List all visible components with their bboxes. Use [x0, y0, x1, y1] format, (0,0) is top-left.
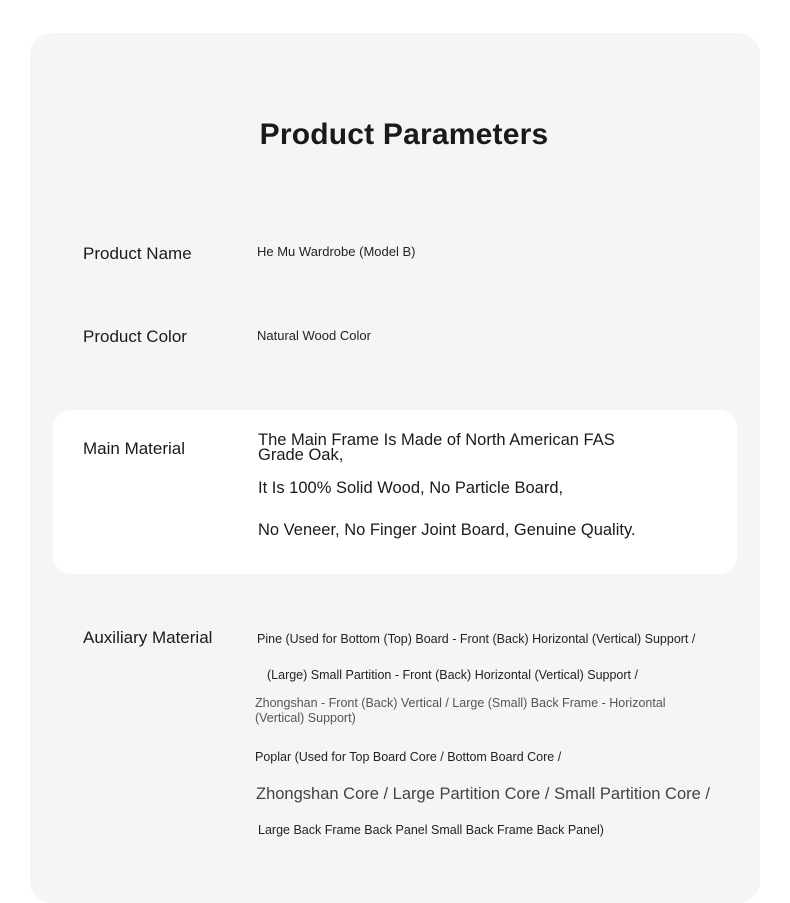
product-name-value: He Mu Wardrobe (Model B)	[257, 244, 416, 259]
auxiliary-material-label: Auxiliary Material	[83, 628, 213, 647]
auxiliary-material-line: Zhongshan - Front (Back) Vertical / Large (Small) Back Frame - Horizontal	[255, 696, 666, 710]
product-name-label: Product Name	[83, 244, 192, 263]
auxiliary-material-line: Large Back Frame Back Panel Small Back Frame Back Panel)	[258, 823, 604, 837]
main-material-line: Grade Oak,	[258, 446, 344, 464]
page-title: Product Parameters	[259, 118, 549, 151]
main-material-line: The Main Frame Is Made of North American FAS	[258, 431, 615, 449]
auxiliary-material-line: (Vertical) Support)	[255, 711, 356, 725]
auxiliary-material-line: (Large) Small Partition - Front (Back) Horizontal (Vertical) Support /	[267, 668, 638, 682]
auxiliary-material-line: Pine (Used for Bottom (Top) Board - Front (Back) Horizontal (Vertical) Support /	[257, 632, 696, 646]
auxiliary-material-line: Poplar (Used for Top Board Core / Bottom Board Core /	[255, 750, 562, 764]
main-material-line: It Is 100% Solid Wood, No Particle Board,	[258, 479, 564, 497]
product-color-label: Product Color	[83, 327, 187, 346]
product-color-value: Natural Wood Color	[257, 328, 371, 343]
auxiliary-material-line: Zhongshan Core / Large Partition Core / Small Partition Core /	[256, 785, 710, 803]
main-material-label: Main Material	[83, 439, 186, 458]
main-material-line: No Veneer, No Finger Joint Board, Genuine Quality.	[258, 521, 636, 539]
